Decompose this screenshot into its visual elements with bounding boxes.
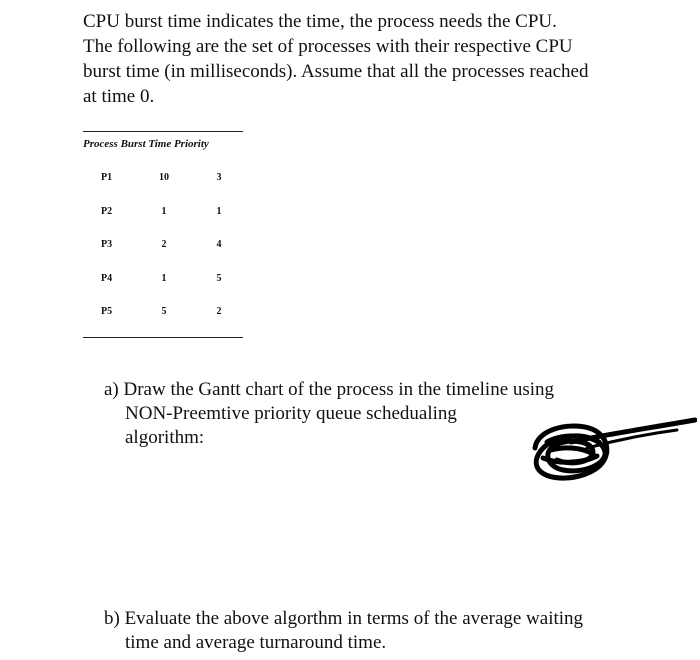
intro-paragraph	[83, 9, 658, 109]
intro-line: burst time (in milliseconds). Assume that all the processes reached	[83, 61, 589, 82]
table-row	[83, 273, 243, 287]
burst-cell: 5	[161, 306, 167, 317]
table-row	[83, 239, 243, 253]
priority-cell: 2	[216, 306, 222, 317]
burst-cell: 10	[159, 172, 169, 183]
burst-cell: 1	[161, 273, 167, 284]
priority-cell: 3	[216, 172, 222, 183]
process-cell: P3	[101, 239, 113, 250]
intro-line: CPU burst time indicates the time, the process needs the CPU.	[83, 11, 557, 32]
process-cell: P2	[101, 206, 113, 217]
table-row	[83, 172, 243, 186]
process-table	[83, 131, 243, 338]
process-cell: P1	[101, 172, 113, 183]
scribble-strokes	[535, 420, 695, 478]
table-row	[83, 306, 243, 320]
question-b-line: time and average turnaround time.	[125, 632, 387, 653]
priority-cell: 4	[216, 239, 222, 250]
question-b-line: b) Evaluate the above algorthm in terms of the average waiting	[104, 608, 584, 629]
intro-line: at time 0.	[83, 86, 155, 107]
process-cell: P4	[101, 273, 113, 284]
table-row	[83, 206, 243, 220]
question-a-line: a) Draw the Gantt chart of the process in the timeline using	[104, 379, 555, 400]
process-cell: P5	[101, 306, 113, 317]
table-header: Process Burst Time Priority	[83, 138, 209, 150]
pen-scribble	[527, 408, 697, 488]
question-a-line: algorithm:	[125, 427, 205, 448]
priority-cell: 5	[216, 273, 222, 284]
burst-cell: 1	[161, 206, 167, 217]
question-b	[104, 607, 664, 655]
priority-cell: 1	[216, 206, 222, 217]
question-a-line: NON-Preemtive priority queue schedualing	[125, 403, 457, 424]
intro-line: The following are the set of processes with their respective CPU	[83, 36, 573, 57]
burst-cell: 2	[161, 239, 167, 250]
